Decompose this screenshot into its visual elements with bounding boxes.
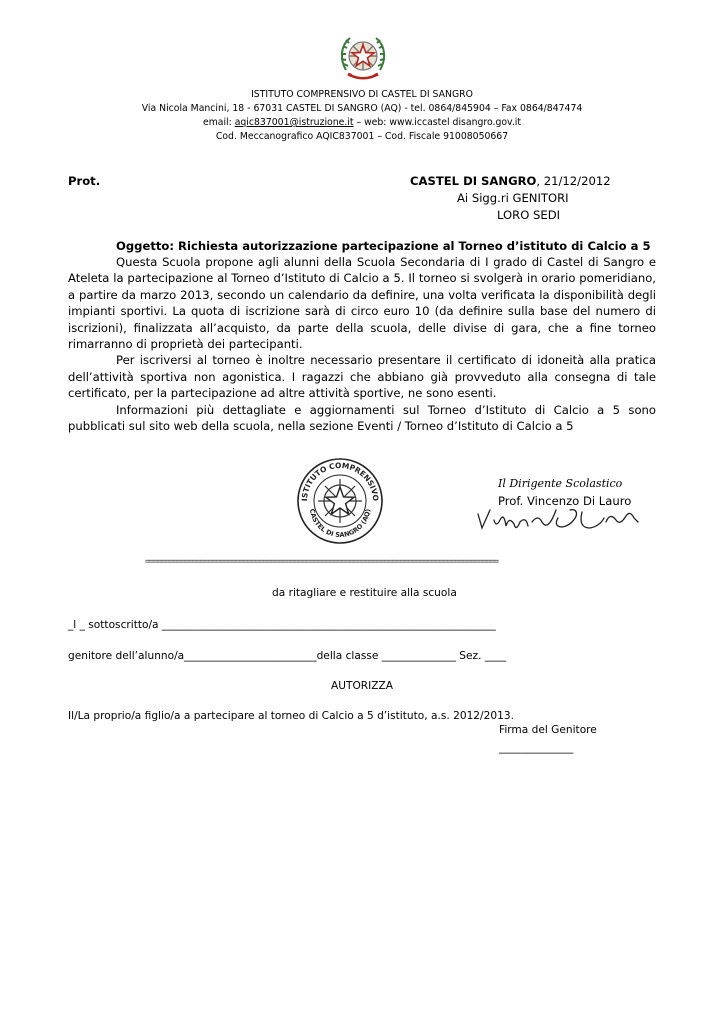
paragraph-2: Per iscriversi al torneo è inoltre necessario presentare il certificato di idoneità alla pratica dell’attività sportiva non agonistica. I ragazzi che abbiano già provveduto alla consegna di tale certificato, per la partecipazione ad altre attività sportive, ne sono esenti. (68, 353, 656, 401)
web-address: – web: www.iccastel disangro.gov.it (353, 117, 522, 128)
subject-line: Oggetto: Richiesta autorizzazione partecipazione al Torneo d’istituto di Calcio a 5 (116, 239, 651, 253)
signature-name: Prof. Vincenzo Di Lauro (498, 494, 632, 508)
stamp-bottom-text: CASTEL DI SANGRO (AQ) (308, 508, 372, 540)
paragraph-1: Questa Scuola propone agli alunni della Scuola Secondaria di I grado di Castel di Sangro e Ateleta la partecipazione al Torneo d’Istituto di Calcio a 5. Il torneo si svolgerà in orario pomeridiano, a partire da marzo 2013, secondo un calendario da definire, una volta verificata la disponibilità degli impianti sportivi. La quota di iscrizione sarà di circo euro 10 (da definire sulla base del numero di iscrizioni), finalizzata all’acquisto, da parte della scuola, delle divise di gara, che a fine torneo rimarranno di proprietà dei partecipanti. (68, 255, 656, 352)
parent-signature-line[interactable]: ______________ (499, 742, 574, 754)
cut-separator: ========================================================================================== (145, 557, 498, 567)
email-link[interactable]: aqic837001@istruzione.it (234, 117, 354, 128)
handwritten-signature (472, 500, 652, 534)
letter-body (68, 254, 656, 434)
recipient-line-1: Ai Sigg.ri GENITORI (457, 191, 569, 205)
paragraph-3: Informazioni più dettagliate e aggiornamenti sul Torneo d’Istituto di Calcio a 5 sono pubblicati sul sito web della scuola, nella sezione Eventi / Torneo d’Istituto di Calcio a 5 (68, 402, 656, 434)
recipient-line-2: LORO SEDI (497, 208, 561, 222)
place-date (410, 173, 611, 189)
student-class-field[interactable]: genitore dell’alunno/a_________________________della classe ______________ Sez. ____ (68, 650, 507, 662)
signature-title: Il Dirigente Scolastico (498, 477, 623, 490)
date: , 21/12/2012 (536, 174, 611, 188)
authorization-statement: Il/La proprio/a figlio/a a partecipare al torneo di Calcio a 5 d’istituto, a.s. 2012/2013. (68, 710, 514, 722)
italian-republic-emblem-icon (336, 30, 390, 84)
school-stamp (296, 457, 384, 545)
email-label: email: (202, 117, 235, 128)
school-address: Via Nicola Mancini, 18 - 67031 CASTEL DI SANGRO (AQ) - tel. 0864/845904 – Fax 0864/847474 (141, 103, 583, 114)
prot-label: Prot. (68, 174, 101, 188)
school-contacts (0, 116, 724, 130)
place: CASTEL DI SANGRO (410, 174, 537, 188)
stamp-ring-text: ISTITUTO COMPRENSIVO (299, 460, 381, 502)
cut-note: da ritagliare e restituire alla scuola (272, 587, 457, 599)
authorizes-heading: AUTORIZZA (331, 680, 394, 692)
parent-signature-label: Firma del Genitore (499, 724, 597, 736)
school-name: ISTITUTO COMPRENSIVO DI CASTEL DI SANGRO (251, 89, 473, 100)
school-codes: Cod. Meccanografico AQIC837001 – Cod. Fiscale 91008050667 (215, 131, 509, 142)
undersigned-field[interactable]: _l _ sottoscritto/a _______________________________________________________________ (68, 619, 496, 631)
